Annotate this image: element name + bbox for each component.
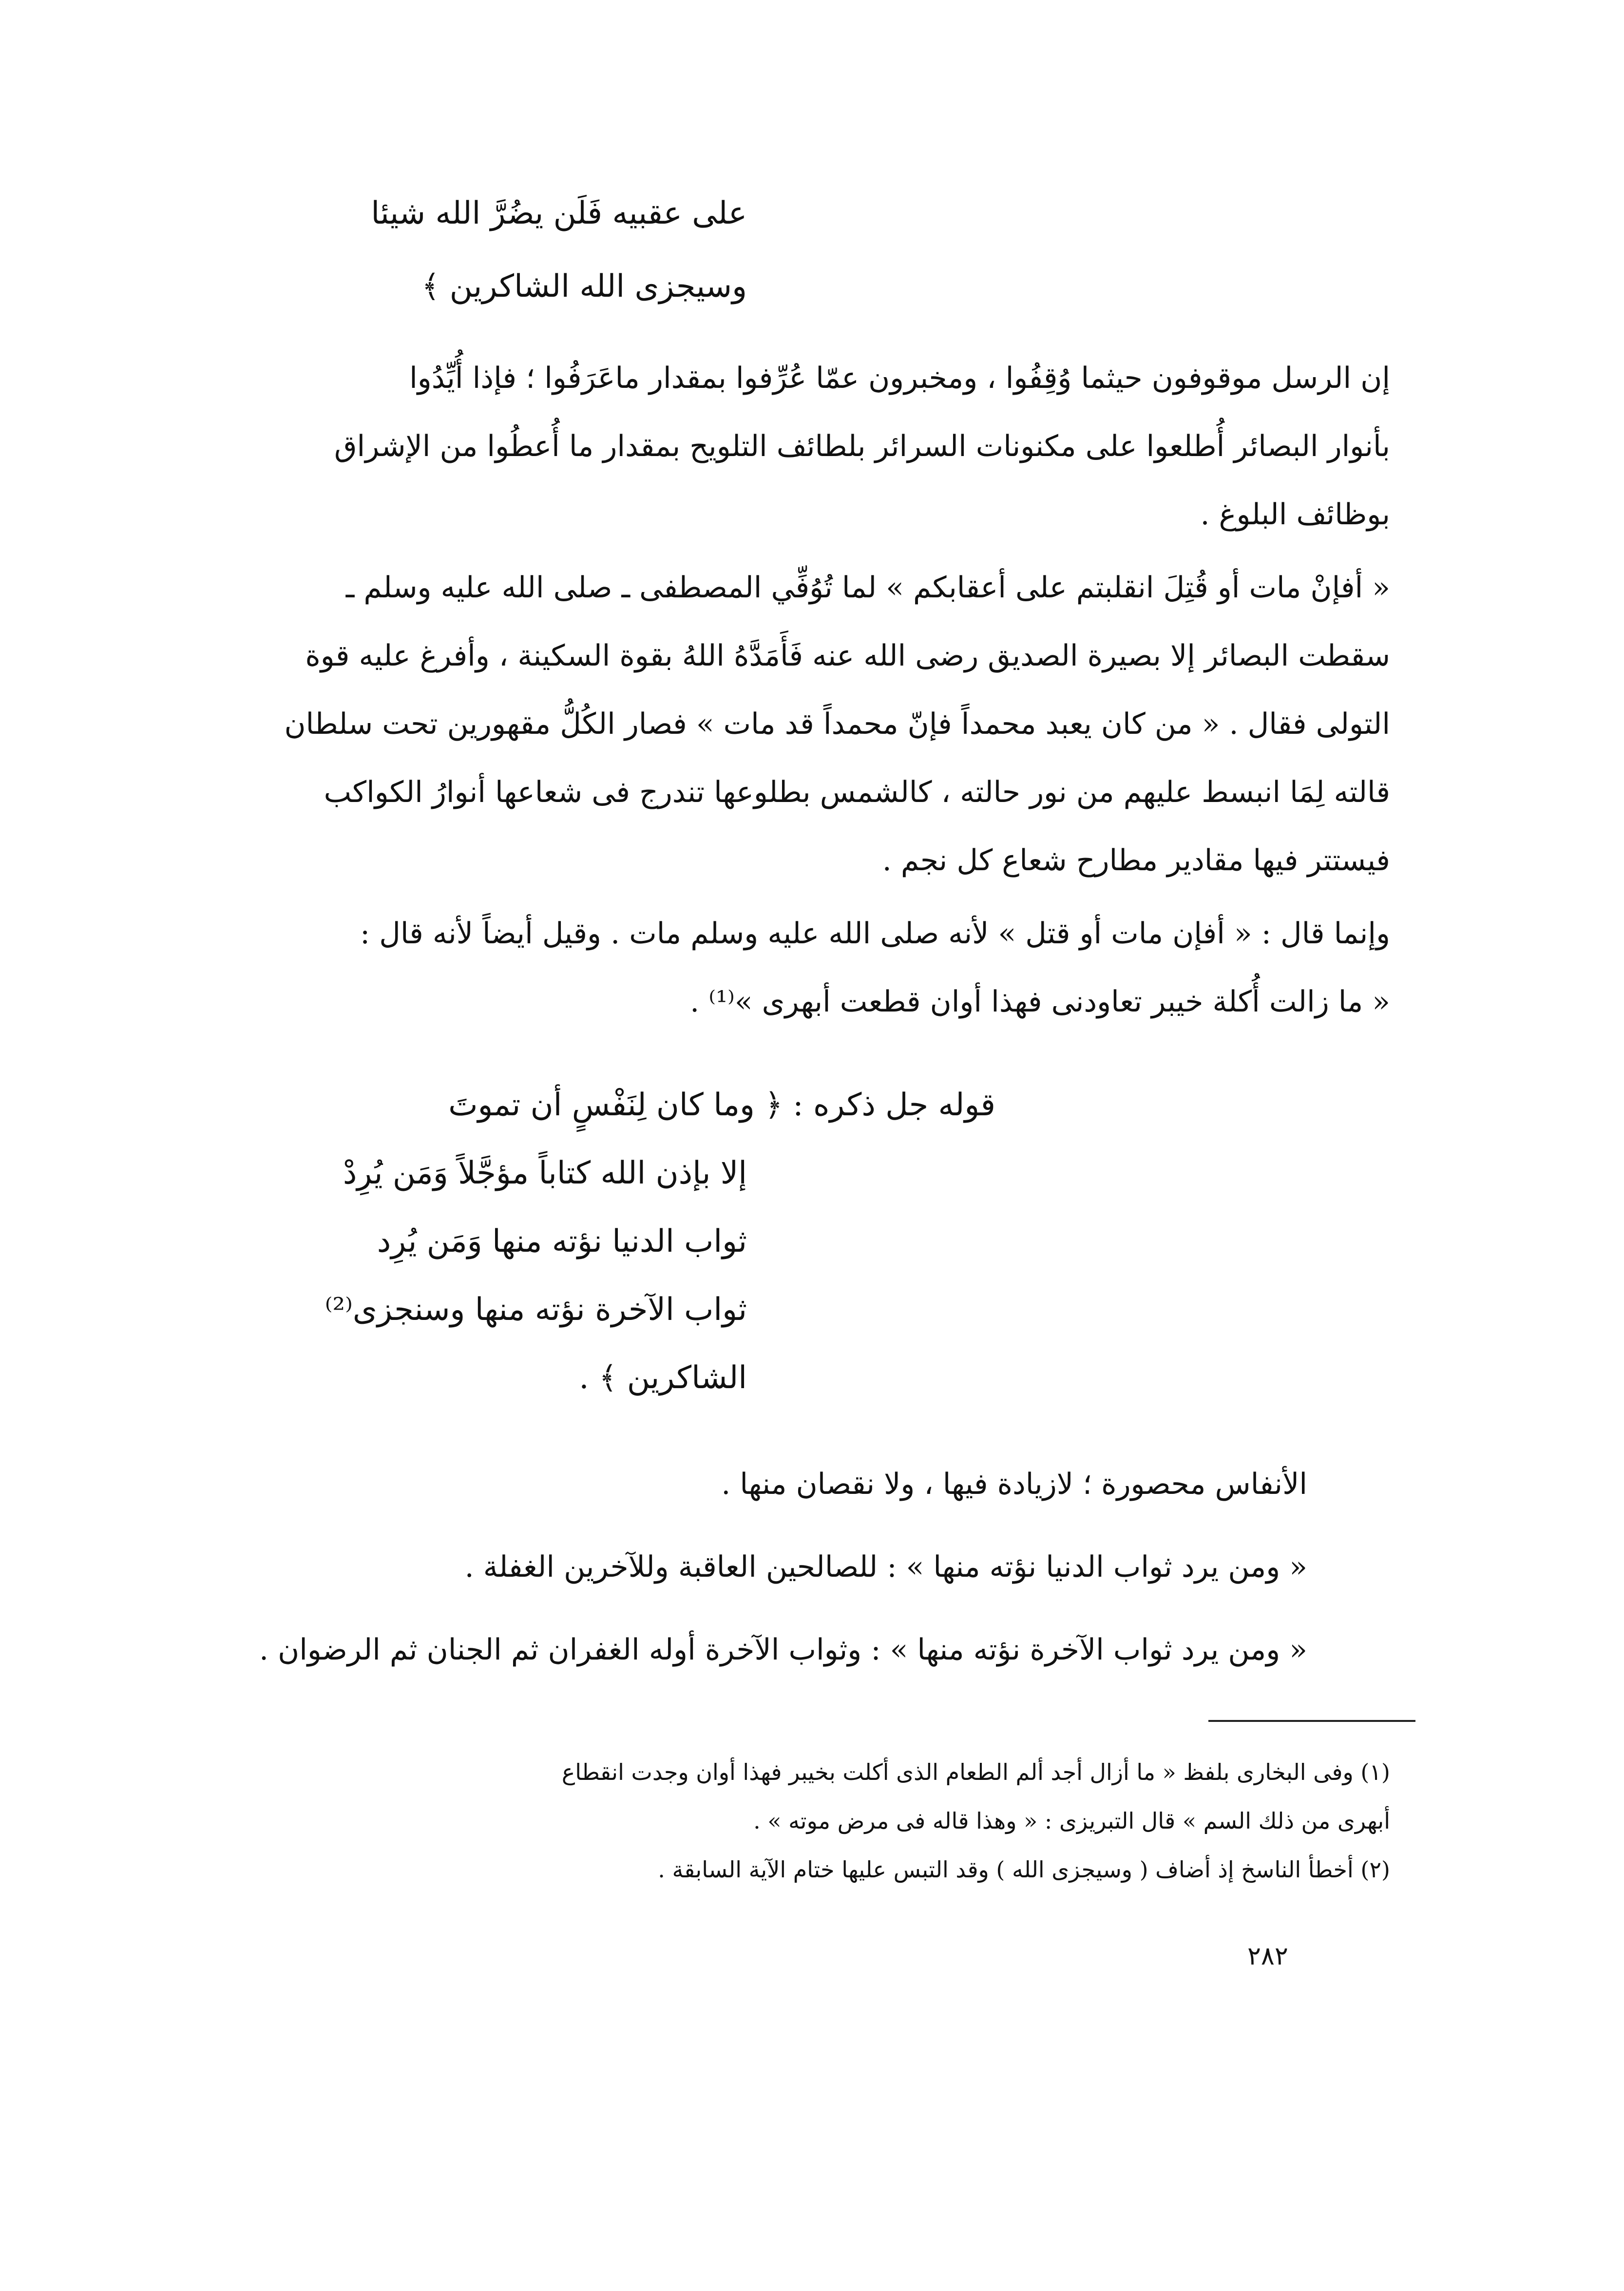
verse-line: قوله جل ذكره : ﴿ وما كان لِنَفْسٍ أن تموتَ bbox=[448, 1087, 995, 1123]
footnote-line: (٢) أخطأ الناسخ إذ أضاف ( وسيجزى الله ) وقد التبس عليها ختام الآية السابقة . bbox=[658, 1856, 1390, 1883]
body-line: « ومن يرد ثواب الآخرة نؤته منها » : وثواب الآخرة أوله الغفران ثم الجنان ثم الرضوان . bbox=[259, 1633, 1307, 1667]
body-line: إن الرسل موقوفون حيثما وُقِفُوا ، ومخبرون عمّا عُرِّفوا بمقدار ماعَرَفُوا ؛ فإذا أُيِّدُوا bbox=[409, 361, 1390, 395]
body-line: بوظائف البلوغ . bbox=[1200, 497, 1390, 532]
body-line: وإنما قال : « أفإن مات أو قتل » لأنه صلى الله عليه وسلم مات . وقيل أيضاً لأنه قال : bbox=[360, 916, 1390, 951]
body-line: « أفإنْ مات أو قُتِلَ انقلبتم على أعقابكم » لما تُوُفِّي المصطفى ـ صلى الله عليه وسلم ـ bbox=[345, 571, 1390, 605]
body-line: الأنفاس محصورة ؛ لازيادة فيها ، ولا نقصان منها . bbox=[721, 1467, 1307, 1501]
footnote-line: (١) وفى البخارى بلفظ « ما أزال أجد ألم الطعام الذى أكلت بخيبر فهذا أوان وجدت انقطاع bbox=[561, 1759, 1390, 1785]
verse-line: على عقبيه فَلَن يضُرَّ الله شيئا bbox=[371, 195, 747, 231]
body-line: سقطت البصائر إلا بصيرة الصديق رضى الله عنه فَأَمَدَّهُ اللهُ بقوة السكينة ، وأفرغ عليه قوة bbox=[305, 639, 1390, 673]
footnote-divider bbox=[1208, 1720, 1415, 1722]
body-line: التولى فقال . « من كان يعبد محمداً فإنّ محمداً قد مات » فصار الكُلُّ مقهورين تحت سلطان bbox=[284, 707, 1390, 741]
verse-line: ثواب الآخرة نؤته منها وسنجزى⁽²⁾ bbox=[325, 1292, 747, 1328]
body-line: « ومن يرد ثواب الدنيا نؤته منها » : للصالحين العاقبة وللآخرين الغفلة . bbox=[464, 1550, 1307, 1584]
body-line: قالته لِمَا انبسط عليهم من نور حالته ، كالشمس بطلوعها تندرج فى شعاعها أنوارُ الكواكب bbox=[324, 775, 1390, 809]
verse-line: ثواب الدنيا نؤته منها وَمَن يُرِد bbox=[377, 1223, 747, 1260]
body-line: بأنوار البصائر أُطلعوا على مكنونات السرائر بلطائف التلويح بمقدار ما أُعطُوا من الإشراق bbox=[334, 429, 1390, 463]
page-number: ٢٨٢ bbox=[1247, 1942, 1288, 1971]
body-line: « ما زالت أُكلة خيبر تعاودنى فهذا أوان قطعت أبهرى »⁽¹⁾ . bbox=[690, 985, 1390, 1019]
verse-line: إلا بإذن الله كتاباً مؤجَّلاً وَمَن يُرِدْ bbox=[343, 1155, 747, 1191]
body-line: فيستتر فيها مقادير مطارح شعاع كل نجم . bbox=[882, 843, 1390, 878]
verse-line: وسيجزى الله الشاكرين ﴾ bbox=[421, 268, 747, 305]
verse-line: الشاكرين ﴾ . bbox=[579, 1360, 747, 1396]
footnote-line: أبهرى من ذلك السم » قال التبريزى : « وهذا قاله فى مرض موته » . bbox=[753, 1808, 1390, 1834]
